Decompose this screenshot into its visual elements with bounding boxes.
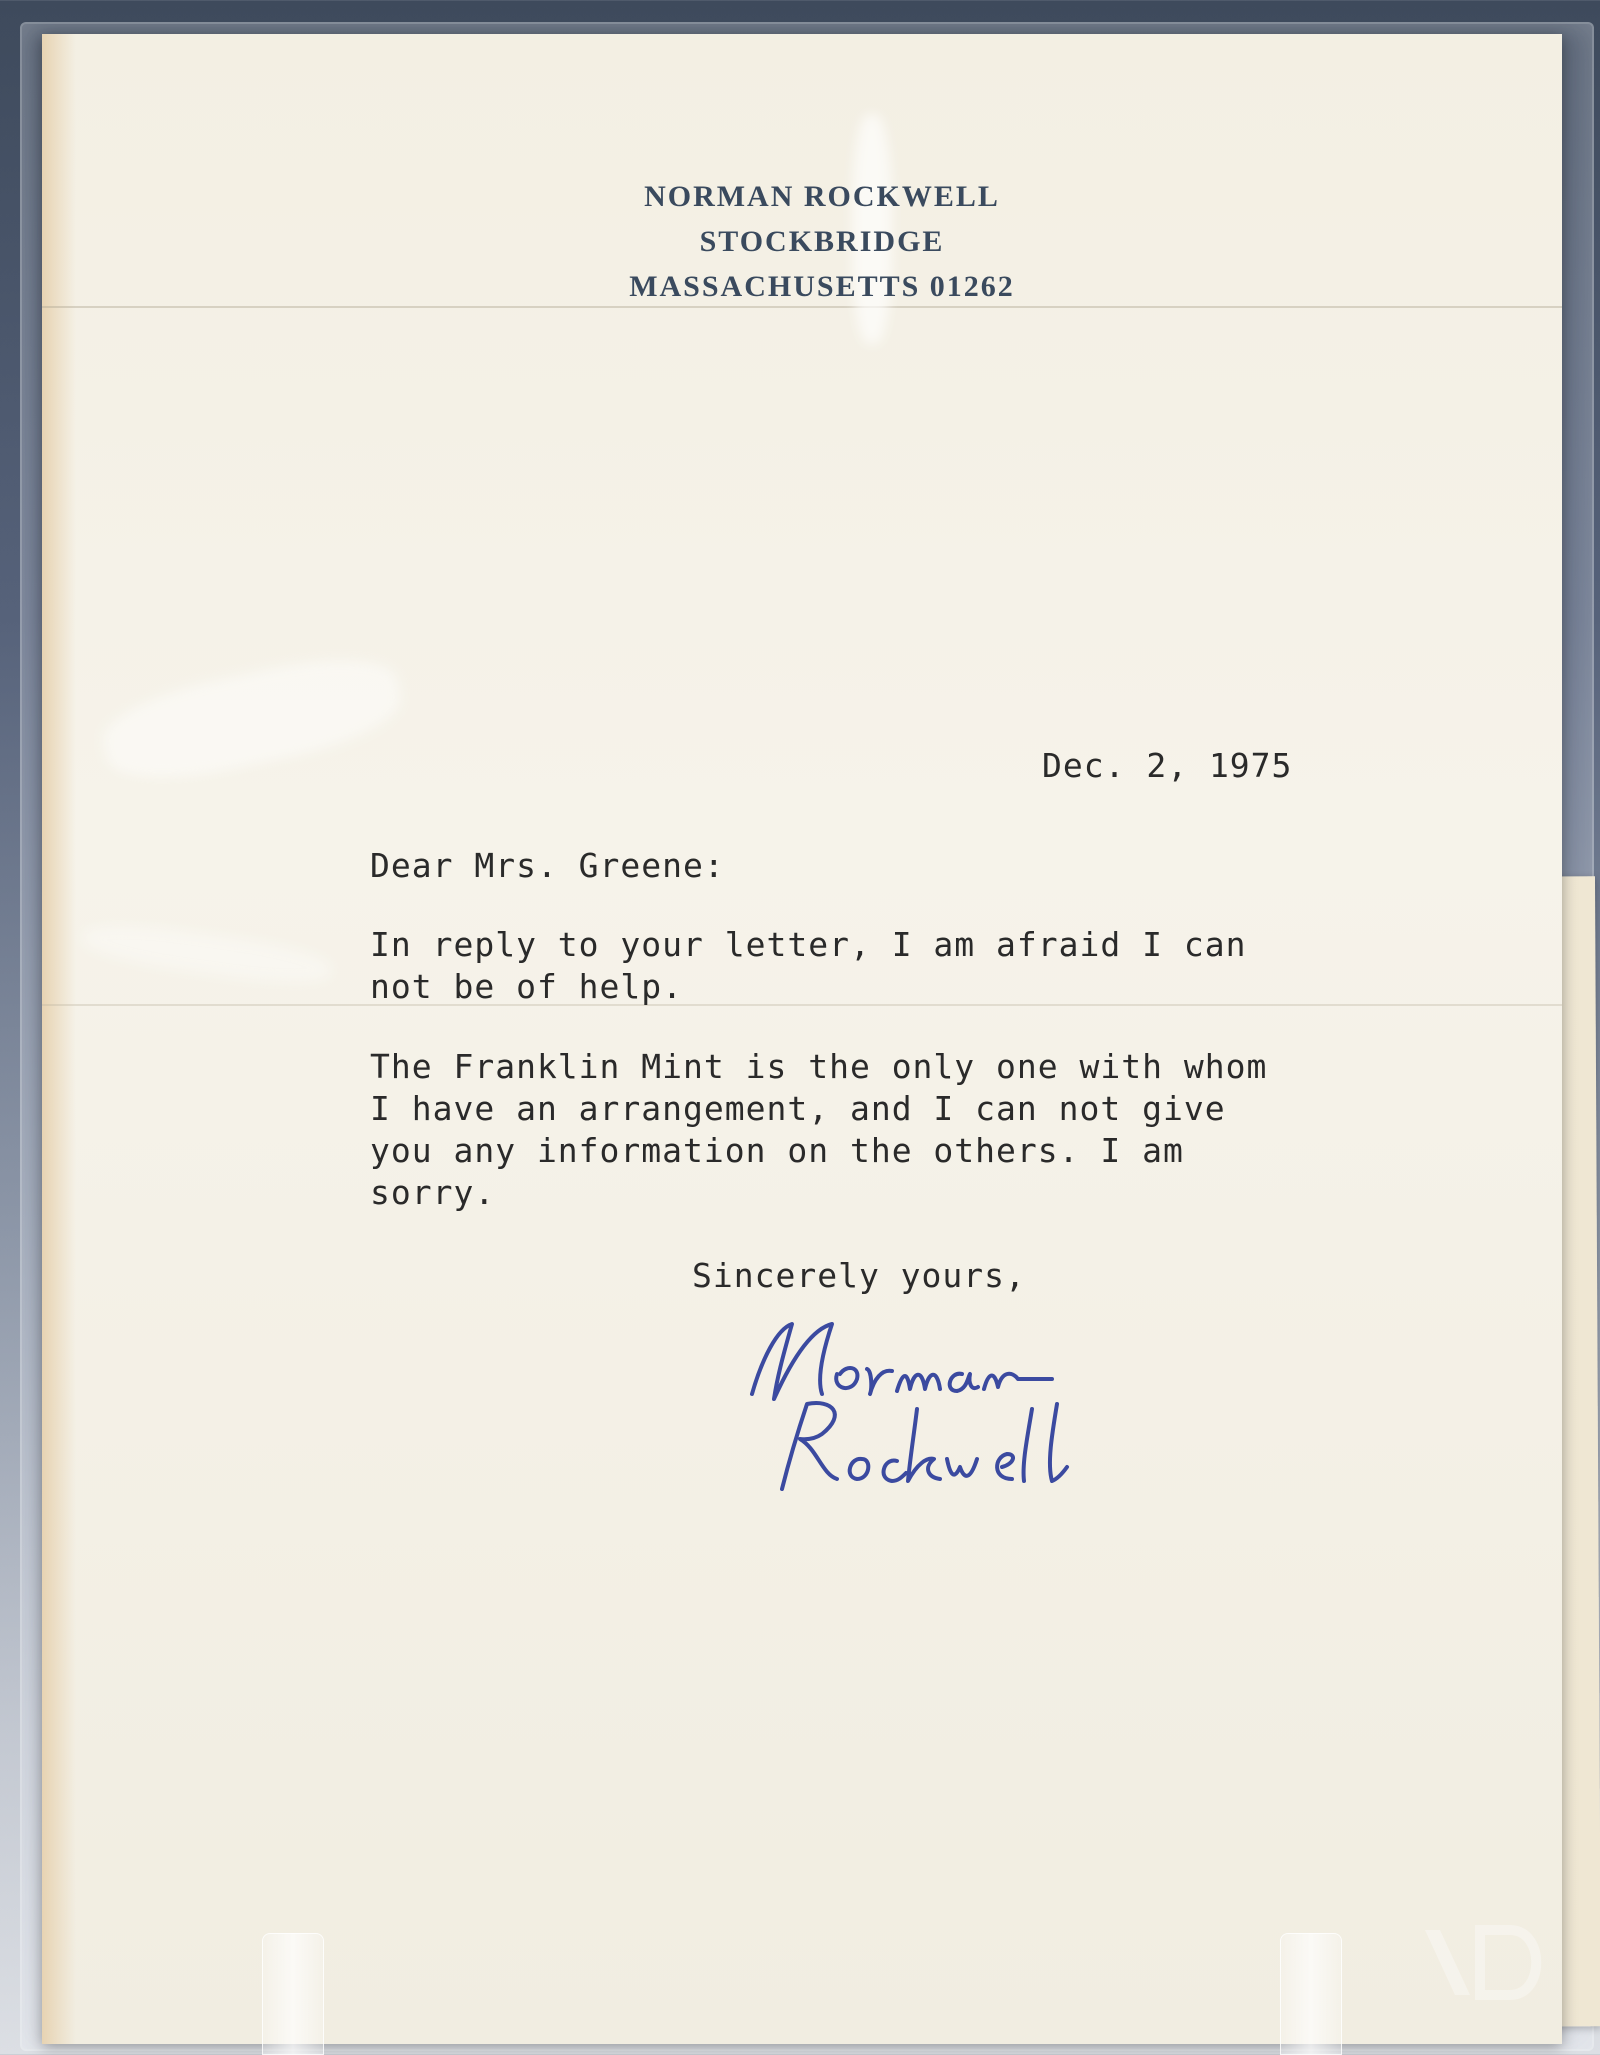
glare-reflection (80, 917, 333, 991)
letterhead-town: STOCKBRIDGE (699, 225, 945, 258)
paragraph-1: In reply to your letter, I am afraid I can not be of help. (370, 925, 1247, 1006)
watermark-logo (1410, 1905, 1560, 2015)
closing: Sincerely yours, (692, 1256, 1026, 1295)
letterhead-name: NORMAN ROCKWELL (644, 180, 1000, 213)
signature (722, 1299, 1202, 1499)
letterhead (42, 174, 1562, 309)
glare-reflection (96, 644, 408, 794)
letterhead-state: MASSACHUSETTS 01262 (629, 270, 1015, 303)
letter-date: Dec. 2, 1975 (1042, 746, 1293, 785)
salutation: Dear Mrs. Greene: (370, 846, 725, 885)
display-stand-right (1280, 1933, 1342, 2055)
letter-sheet (42, 34, 1562, 2044)
display-stand-left (262, 1933, 324, 2055)
paragraph-2: The Franklin Mint is the only one with whom I have an arrangement, and I can not give you any information on the others. I am sorry. (370, 1047, 1268, 1212)
